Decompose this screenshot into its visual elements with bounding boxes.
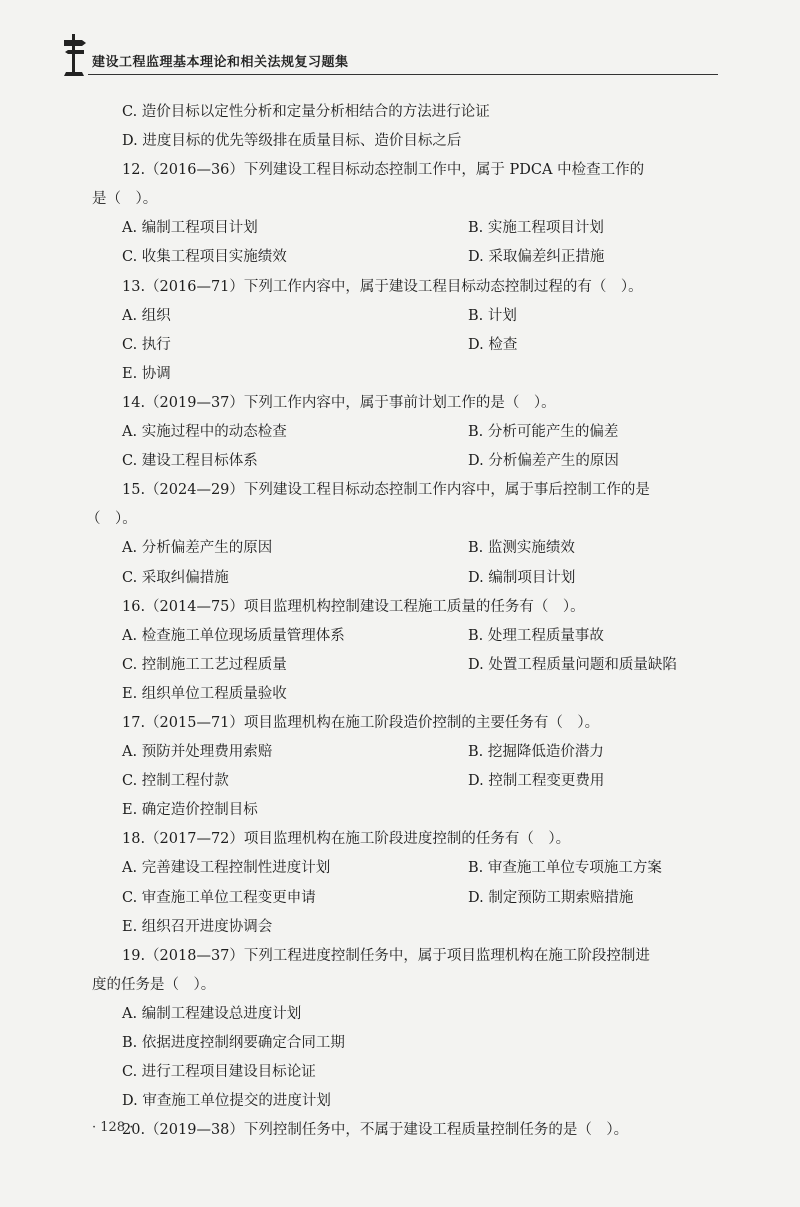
option-row xyxy=(92,854,714,883)
option-row xyxy=(92,564,714,593)
option-row xyxy=(92,302,714,331)
option-line: C. 进行工程项目建设目标论证 xyxy=(122,1064,316,1081)
header-divider xyxy=(88,74,718,75)
option-left: A. 实施过程中的动态检查 xyxy=(122,424,287,441)
option-row xyxy=(92,331,714,360)
option-right: B. 分析可能产生的偏差 xyxy=(468,424,619,441)
option-right: B. 实施工程项目计划 xyxy=(468,220,604,237)
option-line: B. 依据进度控制纲要确定合同工期 xyxy=(122,1035,345,1051)
option-left: A. 完善建设工程控制性进度计划 xyxy=(122,860,331,877)
option-left: C. 建设工程目标体系 xyxy=(122,453,258,470)
option-row xyxy=(92,243,714,272)
option-line: D. 进度目标的优先等级排在质量目标、造价目标之后 xyxy=(122,133,462,150)
option-row xyxy=(92,534,714,563)
option-row xyxy=(92,418,714,447)
question-content xyxy=(86,98,714,1145)
option-right: B. 计划 xyxy=(468,307,517,324)
option-right: B. 挖掘降低造价潜力 xyxy=(468,744,604,761)
header-title: 建设工程监理基本理论和相关法规复习题集 xyxy=(92,55,349,70)
option-left: C. 收集工程项目实施绩效 xyxy=(122,249,287,266)
option-left: A. 检查施工单位现场质量管理体系 xyxy=(122,627,345,644)
question-stem: 12.（2016—36）下列建设工程目标动态控制工作中，属于 PDCA 中检查工作的 xyxy=(122,162,645,179)
option-right: D. 采取偏差纠正措施 xyxy=(468,249,605,266)
question-stem: 13.（2016—71）下列工作内容中，属于建设工程目标动态控制过程的有（ ）。 xyxy=(122,278,643,295)
option-row xyxy=(92,622,714,651)
option-line: A. 编制工程建设总进度计划 xyxy=(122,1005,302,1022)
option-line: E. 组织单位工程质量验收 xyxy=(122,685,287,702)
option-line: E. 协调 xyxy=(122,365,171,382)
option-row xyxy=(92,447,714,476)
question-stem: 18.（2017—72）项目监理机构在施工阶段进度控制的任务有（ ）。 xyxy=(122,831,571,848)
option-line: C. 造价目标以定性分析和定量分析相结合的方法进行论证 xyxy=(122,104,490,120)
option-row xyxy=(92,767,714,796)
running-header xyxy=(62,32,722,76)
option-row xyxy=(92,651,714,680)
option-left: C. 采取纠偏措施 xyxy=(122,569,229,586)
option-right: D. 处置工程质量问题和质量缺陷 xyxy=(468,656,677,673)
option-row xyxy=(92,214,714,243)
option-right: B. 监测实施绩效 xyxy=(468,540,575,557)
option-right: D. 编制项目计划 xyxy=(468,569,576,586)
page-number: · 128 · xyxy=(92,1120,134,1135)
question-stem: 15.（2024—29）下列建设工程目标动态控制工作内容中，属于事后控制工作的是 xyxy=(122,482,650,499)
option-left: A. 分析偏差产生的原因 xyxy=(122,540,273,557)
question-stem: 19.（2018—37）下列工程进度控制任务中，属于项目监理机构在施工阶段控制进 xyxy=(122,947,650,964)
option-right: D. 检查 xyxy=(468,336,518,353)
option-line: E. 确定造价控制目标 xyxy=(122,802,258,819)
option-left: C. 控制施工工艺过程质量 xyxy=(122,656,287,673)
option-left: A. 组织 xyxy=(122,307,171,324)
option-right: D. 分析偏差产生的原因 xyxy=(468,453,619,470)
question-stem: 17.（2015—71）项目监理机构在施工阶段造价控制的主要任务有（ ）。 xyxy=(122,714,600,731)
option-left: C. 控制工程付款 xyxy=(122,773,229,790)
option-line: E. 组织召开进度协调会 xyxy=(122,918,273,935)
question-stem: 20.（2019—38）下列控制任务中，不属于建设工程质量控制任务的是（ ）。 xyxy=(122,1122,629,1139)
question-stem-continued: 度的任务是（ ）。 xyxy=(92,976,216,993)
option-right: B. 处理工程质量事故 xyxy=(468,627,604,644)
option-left: A. 预防并处理费用索赔 xyxy=(122,744,273,761)
option-right: D. 制定预防工期索赔措施 xyxy=(468,889,634,906)
option-row xyxy=(92,738,714,767)
signpost-logo-icon xyxy=(62,32,88,76)
question-stem: 14.（2019—37）下列工作内容中，属于事前计划工作的是（ ）。 xyxy=(122,394,556,411)
option-left: C. 审查施工单位工程变更申请 xyxy=(122,889,316,906)
question-stem-continued: 是（ ）。 xyxy=(92,191,158,208)
option-row xyxy=(92,884,714,913)
option-right: B. 审查施工单位专项施工方案 xyxy=(468,860,662,877)
question-stem-continued: （ ）。 xyxy=(86,511,137,528)
option-right: D. 控制工程变更费用 xyxy=(468,773,605,790)
option-left: A. 编制工程项目计划 xyxy=(122,220,258,237)
option-left: C. 执行 xyxy=(122,336,171,353)
option-line: D. 审查施工单位提交的进度计划 xyxy=(122,1093,331,1110)
question-stem: 16.（2014—75）项目监理机构控制建设工程施工质量的任务有（ ）。 xyxy=(122,598,585,615)
